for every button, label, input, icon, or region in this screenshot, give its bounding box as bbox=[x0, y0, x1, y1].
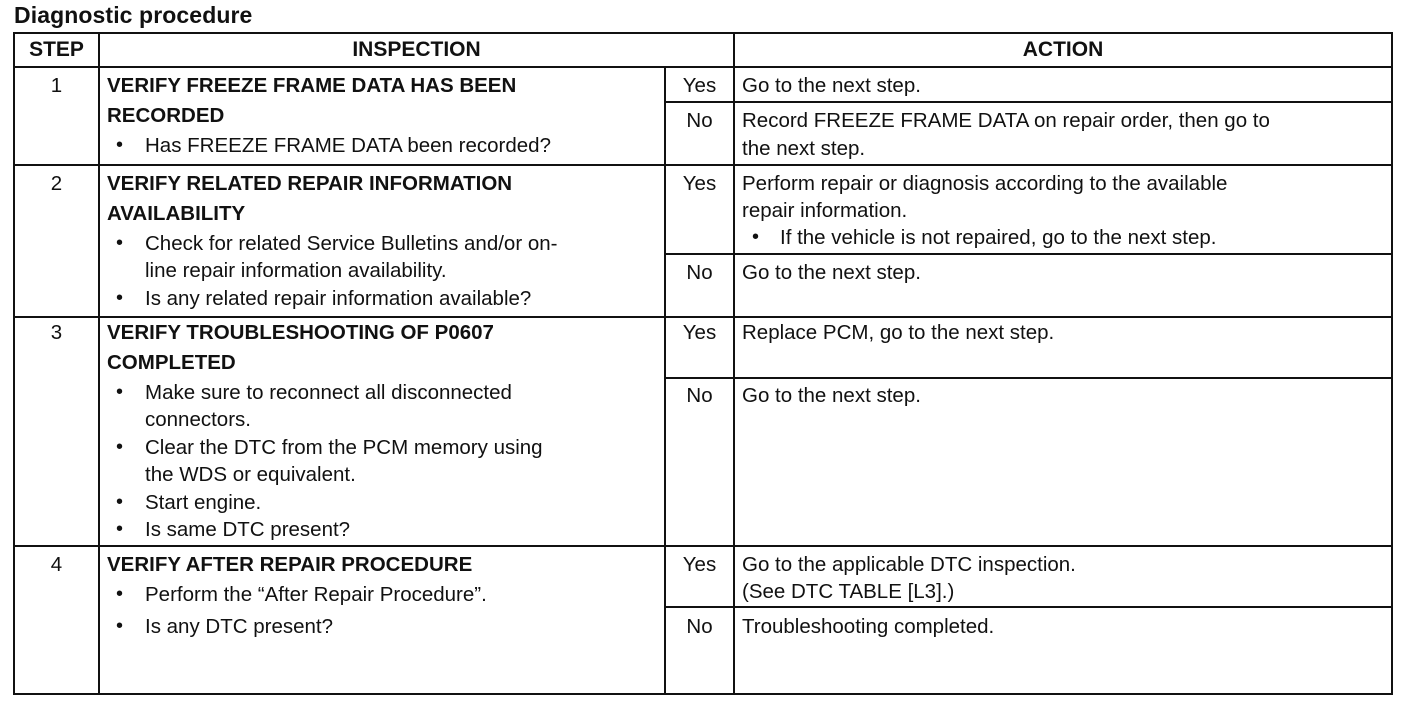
action-text: Go to the next step. bbox=[742, 384, 921, 407]
bullet-icon: • bbox=[116, 287, 124, 309]
no-label: No bbox=[686, 109, 713, 132]
step-number: 1 bbox=[50, 74, 63, 97]
action-text: (See DTC TABLE [L3].) bbox=[742, 580, 955, 603]
bullet-icon: • bbox=[116, 518, 124, 540]
inspection-bullet: Is any related repair information available? bbox=[145, 287, 532, 310]
bullet-icon: • bbox=[752, 226, 760, 248]
inspection-heading: VERIFY TROUBLESHOOTING OF P0607 bbox=[107, 321, 494, 344]
bullet-icon: • bbox=[116, 381, 124, 403]
yes-label: Yes bbox=[682, 553, 717, 576]
page-title: Diagnostic procedure bbox=[14, 2, 253, 28]
action-text: Record FREEZE FRAME DATA on repair order, then go to bbox=[742, 109, 1270, 132]
bullet-icon: • bbox=[116, 436, 124, 458]
step-number: 4 bbox=[50, 553, 63, 576]
inspection-heading: COMPLETED bbox=[107, 351, 236, 374]
inspection-bullet: Is same DTC present? bbox=[145, 518, 351, 541]
inspection-bullet: Has FREEZE FRAME DATA been recorded? bbox=[145, 134, 551, 157]
action-text: Replace PCM, go to the next step. bbox=[742, 321, 1055, 344]
col-header-step: STEP bbox=[29, 38, 84, 61]
step-number: 2 bbox=[50, 172, 63, 195]
inspection-bullet: Make sure to reconnect all disconnected bbox=[145, 381, 512, 404]
inspection-bullet: connectors. bbox=[145, 408, 251, 431]
inspection-bullet: Clear the DTC from the PCM memory using bbox=[145, 436, 543, 459]
action-text: Go to the next step. bbox=[742, 261, 921, 284]
inspection-bullet: Start engine. bbox=[145, 491, 262, 514]
inspection-bullet: Perform the “After Repair Procedure”. bbox=[145, 583, 487, 606]
bullet-icon: • bbox=[116, 583, 124, 605]
action-text: Troubleshooting completed. bbox=[742, 615, 995, 638]
inspection-heading: VERIFY RELATED REPAIR INFORMATION bbox=[107, 172, 513, 195]
inspection-heading: AVAILABILITY bbox=[107, 202, 246, 225]
bullet-icon: • bbox=[116, 134, 124, 156]
inspection-heading: VERIFY AFTER REPAIR PROCEDURE bbox=[107, 553, 473, 576]
action-text: Go to the next step. bbox=[742, 74, 921, 97]
bullet-icon: • bbox=[116, 491, 124, 513]
inspection-heading: VERIFY FREEZE FRAME DATA HAS BEEN bbox=[107, 74, 517, 97]
bullet-icon: • bbox=[116, 232, 124, 254]
action-text: repair information. bbox=[742, 199, 908, 222]
step-number: 3 bbox=[50, 321, 63, 344]
inspection-bullet: the WDS or equivalent. bbox=[145, 463, 356, 486]
inspection-bullet: Check for related Service Bulletins and/or on- bbox=[145, 232, 558, 255]
no-label: No bbox=[686, 615, 713, 638]
yes-label: Yes bbox=[682, 321, 717, 344]
no-label: No bbox=[686, 261, 713, 284]
action-text: the next step. bbox=[742, 137, 866, 160]
inspection-bullet: Is any DTC present? bbox=[145, 615, 333, 638]
action-text: Perform repair or diagnosis according to the available bbox=[742, 172, 1228, 195]
col-header-action: ACTION bbox=[1022, 38, 1104, 61]
action-bullet: If the vehicle is not repaired, go to the next step. bbox=[780, 226, 1217, 249]
inspection-heading: RECORDED bbox=[107, 104, 225, 127]
yes-label: Yes bbox=[682, 74, 717, 97]
no-label: No bbox=[686, 384, 713, 407]
bullet-icon: • bbox=[116, 615, 124, 637]
action-text: Go to the applicable DTC inspection. bbox=[742, 553, 1076, 576]
col-header-inspection: INSPECTION bbox=[352, 38, 481, 61]
yes-label: Yes bbox=[682, 172, 717, 195]
inspection-bullet: line repair information availability. bbox=[145, 259, 447, 282]
